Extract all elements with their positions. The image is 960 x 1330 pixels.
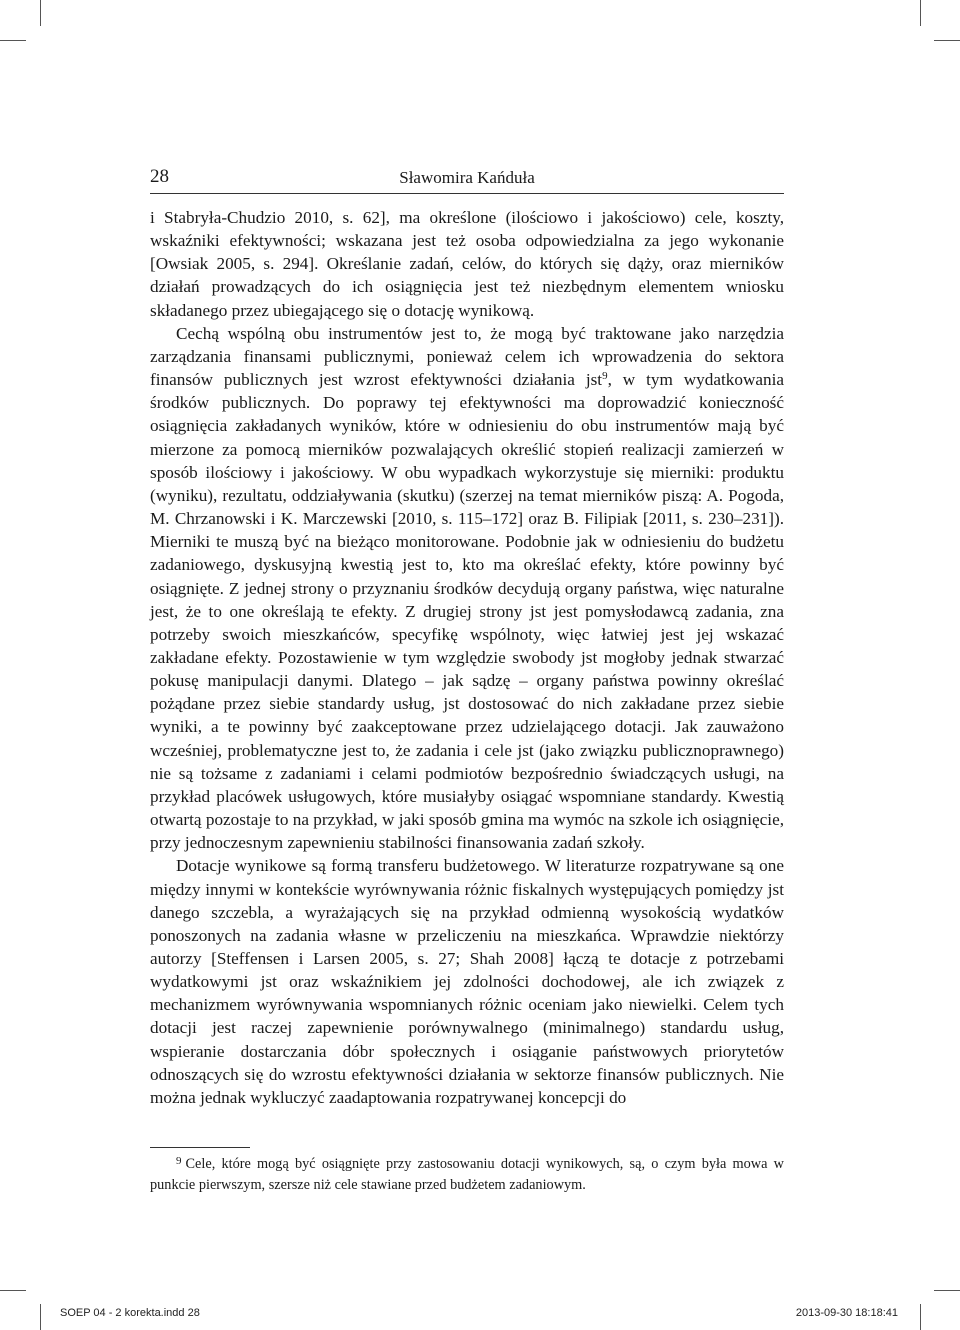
footnote-mark: 9 <box>176 1155 182 1167</box>
running-head: Sławomira Kańduła <box>399 168 535 187</box>
paragraph-text: , w tym wydatkowania środków publicznych. Do poprawy tej efektywności ma doprowadzić konieczność osiągnięcia zakładanych wyników, które w odniesieniu do obu instrumentów mają być mierzone za pomocą mierników pozwalających określić stopień realizacji zamierzeń w sposób ilościowy i jakościowy. W obu wypadkach wykorzystuje się mierniki: produktu (wyniku), rezultatu, oddziaływania (skutku) (szerzej na temat mierników piszą: A. Pogoda, M. Chrzanowski i K. Marczewski [2010, s. 115–172] oraz B. Filipiak [2011, s. 230–231]). Mierniki te muszą być na bieżąco monitorowane. Podobnie jak w odniesieniu do budżetu zadaniowego, dyskusyjną kwestią jest to, kto ma określać efekty, które powinny być osiągnięte. Z jednej strony o przyznaniu środków decydują organy państwa, więc naturalne jest, że to one określają te efekty. Z drugiej strony jst jest pomysłodawcą zadania, zna potrzeby swoich mieszkańców, specyfikę wspólnoty, więc łatwiej jest jej wskazać zakładane efekty. Pozostawienie w tym względzie swobody jst mogłoby jednak stwarzać pokusę manipulacji danymi. Dlatego – jak sądzę – organy państwa powinny określać pożądane przez siebie standardy usług, jst dostosować do nich zakładane przez siebie wyniki, a te powinny być zaakceptowane przez udzielającego dotacji. Jak zauważono wcześniej, problematyczne jest to, że zadania i cele jst (jako związku publicznoprawnego) nie są tożsame z zadaniami i celami podmiotów bezpośrednio świadczących usługi, na przykład placówek usługowych, które musiałyby osiągać wspomniane standardy. Kwestią otwartą pozostaje to na przykład, w jaki sposób gmina ma wymóc na szkole ich osiągnięcie, przy jednoczesnym zapewnieniu stabilności finansowania zadań szkoły. <box>150 370 784 853</box>
page-number: 28 <box>150 166 169 187</box>
crop-mark <box>40 0 41 26</box>
footnote-reference[interactable]: 9 <box>602 370 608 383</box>
slug-file-name: SOEP 04 - 2 korekta.indd 28 <box>60 1307 200 1319</box>
crop-mark <box>0 40 26 41</box>
crop-mark <box>920 1304 921 1330</box>
paragraph: i Stabryła-Chudzio 2010, s. 62], ma określone (ilościowo i jakościowo) cele, koszty, wskaźniki efektywności; wskazana jest też osoba odpowiedzialna za jego wykonanie [Owsiak 2005, s. 294]. Określanie zadań, celów, do których się dąży, oraz mierników działań prowadzących do ich osiągnięcia jest też niezbędnym elementem wniosku składanego przez ubiegającego się o dotację wynikową. <box>150 208 784 320</box>
footnote <box>150 1154 784 1195</box>
crop-mark <box>920 0 921 26</box>
crop-mark <box>0 1290 26 1291</box>
footnote-rule <box>150 1147 250 1148</box>
footnote-text: Cele, które mogą być osiągnięte przy zastosowaniu dotacji wynikowych, są, o czym była mowa w punkcie pierwszym, szersze niż cele stawiane przed budżetem zadaniowym. <box>150 1156 784 1193</box>
paragraph <box>150 322 784 855</box>
slug-timestamp: 2013-09-30 18:18:41 <box>795 1307 898 1319</box>
body-text <box>150 206 784 1109</box>
crop-mark <box>40 1304 41 1330</box>
header-rule <box>150 193 784 194</box>
crop-mark <box>934 1290 960 1291</box>
paragraph: Dotacje wynikowe są formą transferu budżetowego. W literaturze rozpatrywane są one między innymi w kontekście wyrównywania różnic fiskalnych występujących pomiędzy jst danego szczebla, a wyrażających się na przykład odmienną wysokością wydatków ponoszonych na zadania własne w przeliczeniu na mieszkańca. Wprawdzie niektórzy autorzy [Steffensen i Larsen 2005, s. 27; Shah 2008] łączą te dotacje z potrzebami wydatkowymi jst oraz wskaźnikiem jej zdolności dochodowej, ale ich związek z mechanizmem wyrównywania wspomnianych różnic oceniam jako niewielki. Celem tych dotacji jest raczej zapewnienie porównywalnego (minimalnego) standardu usług, wspieranie dostarczania dóbr społecznych i osiąganie państwowych priorytetów odnoszących się do wzrostu efektywności działania w sektorze finansów publicznych. Nie można jednak wykluczyć zaadaptowania rozpatrywanej koncepcji do <box>150 856 784 1107</box>
paragraph-text: Cechą wspólną obu instrumentów jest to, że mogą być traktowane jako narzędzia zarządzania finansami publicznymi, ponieważ celem ich wprowadzenia do sektora finansów publicznych jest wzrost efektywności działania jst <box>150 323 784 390</box>
crop-mark <box>934 40 960 41</box>
